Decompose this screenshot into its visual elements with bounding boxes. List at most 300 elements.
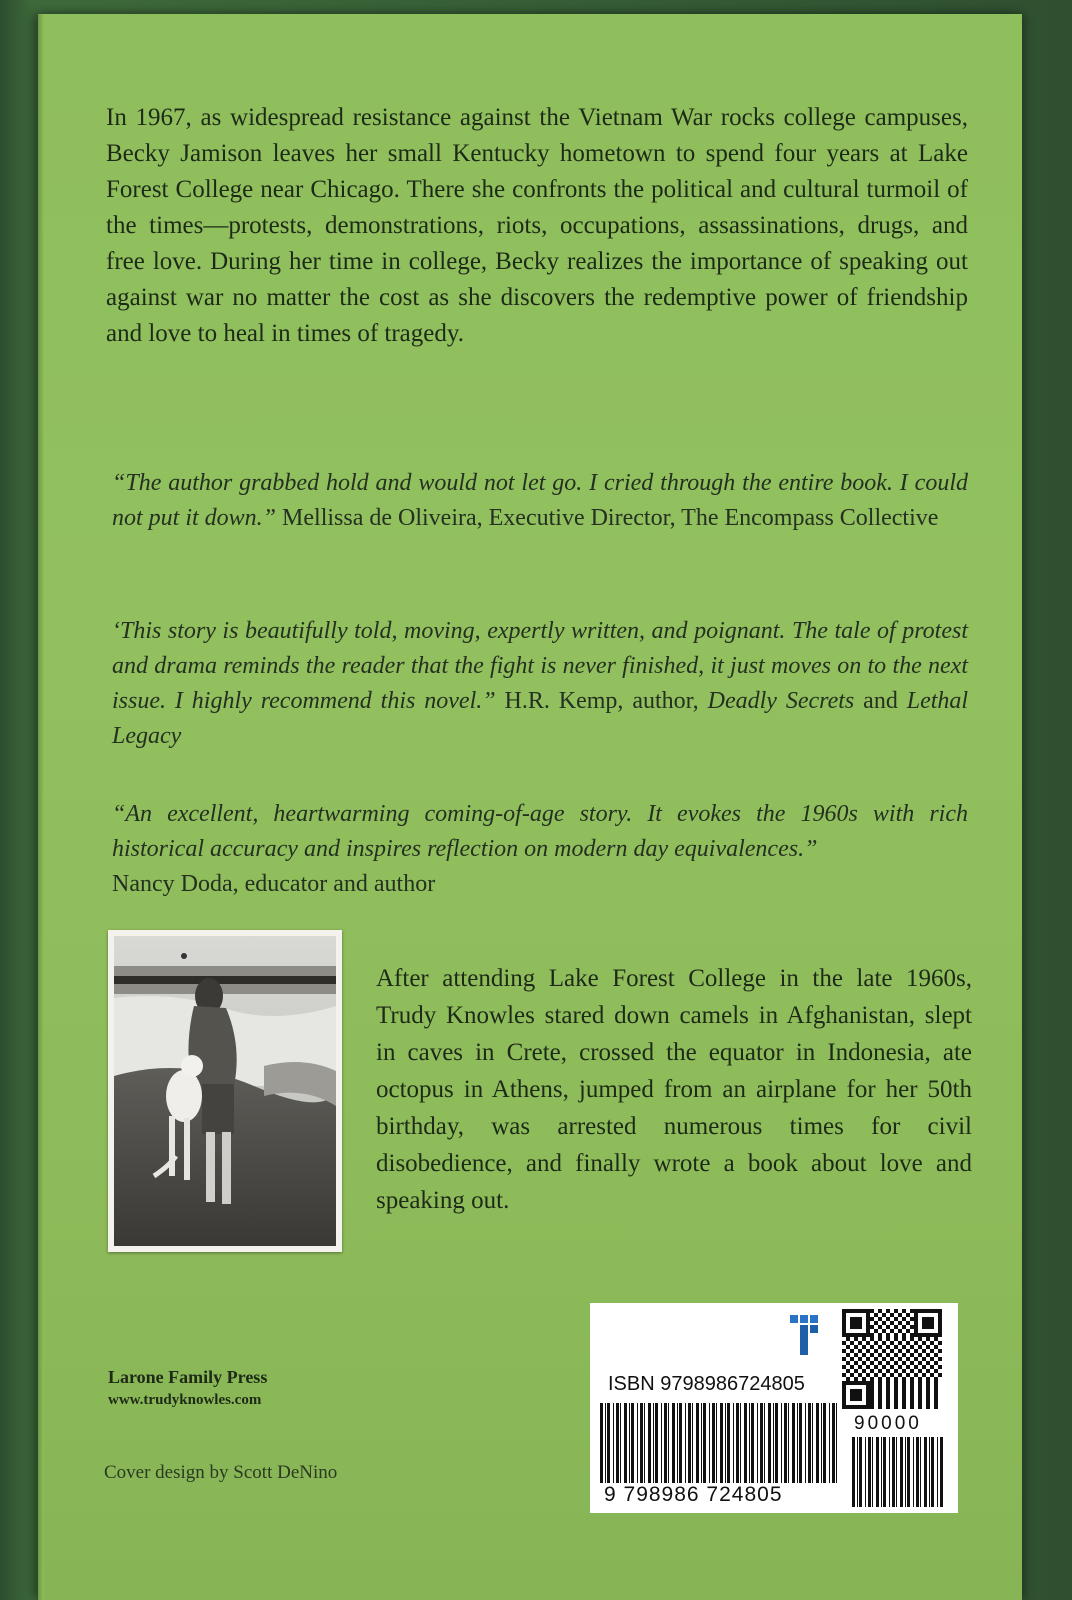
qr-module <box>894 1345 898 1349</box>
qr-module <box>910 1345 914 1349</box>
barcode-bar <box>637 1403 638 1483</box>
qr-module <box>918 1333 922 1337</box>
qr-module <box>858 1341 862 1345</box>
qr-module <box>934 1345 938 1349</box>
qr-module <box>898 1329 902 1333</box>
qr-module <box>902 1385 906 1389</box>
qr-module <box>902 1405 906 1409</box>
qr-module <box>938 1333 942 1337</box>
qr-module <box>934 1389 938 1393</box>
barcode-bar <box>607 1403 610 1483</box>
barcode-bar <box>808 1403 811 1483</box>
qr-module <box>914 1321 918 1325</box>
qr-module <box>842 1381 846 1385</box>
barcode-bar <box>931 1437 934 1507</box>
qr-module <box>866 1313 870 1317</box>
qr-module <box>870 1337 874 1341</box>
qr-module <box>918 1405 922 1409</box>
qr-module <box>894 1393 898 1397</box>
qr-module <box>938 1349 942 1353</box>
qr-module <box>846 1309 850 1313</box>
qr-module <box>938 1365 942 1369</box>
qr-module <box>886 1333 890 1337</box>
qr-module <box>930 1365 934 1369</box>
qr-module <box>854 1405 858 1409</box>
qr-module <box>902 1337 906 1341</box>
qr-module <box>866 1397 870 1401</box>
qr-module <box>870 1325 874 1329</box>
barcode-bar <box>832 1403 835 1483</box>
barcode-bar <box>924 1437 927 1507</box>
qr-module <box>874 1373 878 1377</box>
barcode-bar <box>720 1403 723 1483</box>
qr-module <box>894 1389 898 1393</box>
barcode-bar <box>679 1403 682 1483</box>
author-photo-image <box>114 936 336 1246</box>
qr-module <box>934 1333 938 1337</box>
barcode-bar <box>900 1437 903 1507</box>
barcode-bar <box>692 1403 693 1483</box>
qr-module <box>866 1357 870 1361</box>
qr-module <box>906 1321 910 1325</box>
qr-module <box>938 1373 942 1377</box>
barcode-bar <box>616 1403 619 1483</box>
qr-module <box>918 1353 922 1357</box>
qr-module <box>886 1317 890 1321</box>
cover-design-credit: Cover design by Scott DeNino <box>104 1462 338 1483</box>
qr-module <box>922 1333 926 1337</box>
qr-module <box>906 1341 910 1345</box>
barcode-bar <box>868 1437 871 1507</box>
qr-module <box>894 1381 898 1385</box>
publisher-name: Larone Family Press <box>108 1367 268 1387</box>
qr-module <box>870 1345 874 1349</box>
barcode-bar <box>696 1403 699 1483</box>
qr-module <box>850 1381 854 1385</box>
barcode-bar <box>829 1403 830 1483</box>
qr-module <box>878 1369 882 1373</box>
barcode-bar <box>816 1403 819 1483</box>
qr-module <box>842 1321 846 1325</box>
barcode-bar <box>857 1437 858 1507</box>
qr-module <box>870 1401 874 1405</box>
qr-module <box>858 1357 862 1361</box>
barcode-bar <box>668 1403 669 1483</box>
qr-module <box>894 1353 898 1357</box>
qr-module <box>926 1405 930 1409</box>
qr-module <box>862 1361 866 1365</box>
qr-module <box>926 1361 930 1365</box>
review-quote-1-text: “The author grabbed hold and would not let go. I cried through the entire book. I could not put it down.” <box>112 470 968 531</box>
qr-module <box>938 1325 942 1329</box>
qr-module <box>870 1317 874 1321</box>
barcode-bar <box>907 1437 910 1507</box>
qr-module <box>922 1373 926 1377</box>
barcode-bar <box>760 1403 763 1483</box>
barcode-bar <box>740 1403 741 1483</box>
qr-module <box>842 1357 846 1361</box>
qr-module <box>894 1337 898 1341</box>
qr-module <box>934 1369 938 1373</box>
book-blurb: In 1967, as widespread resistance against the Vietnam War rocks college campuses, Becky Jamison leaves her small Kentucky hometown to spend four years at Lake Forest College near Chicago. There she confronts the political and cultural turmoil of the times—protests, demonstrations, riots, occupations, assassinations, drugs, and free love. During her time in college, Becky realizes the importance of speaking out against war no matter the cost as she discovers the redemptive power of friendship and love to heal in times of tragedy. <box>106 104 968 347</box>
qr-module <box>870 1381 874 1385</box>
barcode-bar <box>701 1403 702 1483</box>
qr-module <box>910 1325 914 1329</box>
barcode-bar <box>620 1403 621 1483</box>
qr-module <box>854 1345 858 1349</box>
qr-module <box>938 1329 942 1333</box>
price-barcode-icon <box>852 1437 946 1507</box>
qr-module <box>870 1389 874 1393</box>
qr-module <box>886 1397 890 1401</box>
barcode-bar <box>613 1403 614 1483</box>
qr-module <box>926 1397 930 1401</box>
qr-module <box>886 1325 890 1329</box>
qr-module <box>850 1373 854 1377</box>
barcode-bar <box>872 1437 873 1507</box>
barcode-bar <box>937 1437 938 1507</box>
qr-module <box>854 1397 858 1401</box>
barcode-bar <box>792 1403 795 1483</box>
qr-module <box>902 1381 906 1385</box>
qr-module <box>926 1317 930 1321</box>
qr-module <box>902 1369 906 1373</box>
barcode-bar <box>876 1437 879 1507</box>
qr-module <box>938 1321 942 1325</box>
qr-module <box>890 1365 894 1369</box>
qr-module <box>906 1313 910 1317</box>
qr-module <box>914 1349 918 1353</box>
barcode-bar <box>812 1403 813 1483</box>
qr-module <box>926 1345 930 1349</box>
barcode-bar <box>661 1403 662 1483</box>
qr-module <box>878 1385 882 1389</box>
barcode-bar <box>648 1403 651 1483</box>
qr-module <box>910 1397 914 1401</box>
qr-module <box>894 1317 898 1321</box>
qr-module <box>858 1349 862 1353</box>
qr-module <box>914 1317 918 1321</box>
barcode-bar <box>784 1403 787 1483</box>
barcode-bar <box>865 1437 866 1507</box>
qr-module <box>866 1321 870 1325</box>
qr-module <box>894 1401 898 1405</box>
qr-module <box>866 1349 870 1353</box>
barcode-bar <box>672 1403 675 1483</box>
qr-module <box>858 1309 862 1313</box>
qr-module <box>922 1321 926 1325</box>
review-quote-3-text: “An excellent, heartwarming coming-of-age story. It evokes the 1960s with rich historical accuracy and inspires reflection on modern day equivalences.” <box>112 801 968 862</box>
qr-module <box>886 1401 890 1405</box>
review-quote-2-conjunction: and <box>863 688 898 714</box>
barcode-bar <box>896 1437 897 1507</box>
review-quote-2-attribution: H.R. Kemp, author, <box>504 688 699 714</box>
barcode-bar <box>916 1437 919 1507</box>
review-quote-3 <box>112 797 968 902</box>
qr-module <box>878 1361 882 1365</box>
qr-module <box>878 1377 882 1381</box>
qr-module <box>930 1321 934 1325</box>
qr-module <box>842 1317 846 1321</box>
qr-module <box>850 1325 854 1329</box>
qr-module <box>866 1341 870 1345</box>
qr-module <box>846 1405 850 1409</box>
qr-module <box>894 1325 898 1329</box>
qr-module <box>922 1365 926 1369</box>
author-website: www.trudyknowles.com <box>108 1392 262 1408</box>
qr-module <box>874 1321 878 1325</box>
qr-module <box>866 1365 870 1369</box>
qr-module <box>930 1317 934 1321</box>
qr-module <box>866 1401 870 1405</box>
qr-module <box>874 1349 878 1353</box>
qr-module <box>866 1309 870 1313</box>
qr-module <box>878 1393 882 1397</box>
qr-module <box>930 1357 934 1361</box>
qr-module <box>850 1393 854 1397</box>
qr-module <box>890 1357 894 1361</box>
qr-module <box>878 1405 882 1409</box>
qr-module <box>842 1405 846 1409</box>
qr-module <box>902 1317 906 1321</box>
qr-module <box>842 1333 846 1337</box>
qr-module <box>902 1389 906 1393</box>
qr-module <box>882 1349 886 1353</box>
qr-module <box>870 1385 874 1389</box>
qr-module <box>882 1365 886 1369</box>
qr-module <box>918 1381 922 1385</box>
qr-module <box>926 1353 930 1357</box>
isbn-label: ISBN 9798986724805 <box>608 1373 805 1395</box>
barcode-bar <box>905 1437 906 1507</box>
qr-module <box>842 1393 846 1397</box>
qr-module <box>894 1361 898 1365</box>
qr-module <box>930 1333 934 1337</box>
barcode-bar <box>653 1403 654 1483</box>
qr-module <box>858 1325 862 1329</box>
qr-module <box>938 1309 942 1313</box>
qr-module <box>926 1321 930 1325</box>
qr-module <box>854 1377 858 1381</box>
qr-module <box>870 1333 874 1337</box>
qr-module <box>862 1345 866 1349</box>
qr-module <box>858 1317 862 1321</box>
barcode-bar <box>881 1437 882 1507</box>
qr-module <box>846 1345 850 1349</box>
qr-module <box>922 1341 926 1345</box>
barcode-bar <box>920 1437 921 1507</box>
qr-module <box>890 1341 894 1345</box>
qr-module <box>898 1321 902 1325</box>
qr-module <box>842 1325 846 1329</box>
qr-module <box>882 1313 886 1317</box>
qr-module <box>886 1345 890 1349</box>
qr-module <box>874 1357 878 1361</box>
qr-module <box>894 1333 898 1337</box>
qr-module <box>894 1405 898 1409</box>
qr-module <box>886 1369 890 1373</box>
qr-module <box>922 1309 926 1313</box>
qr-module <box>854 1337 858 1341</box>
qr-module <box>878 1401 882 1405</box>
qr-module <box>850 1349 854 1353</box>
qr-module <box>898 1349 902 1353</box>
barcode-bar <box>940 1437 943 1507</box>
qr-module <box>930 1309 934 1313</box>
qr-module <box>934 1381 938 1385</box>
qr-module <box>850 1333 854 1337</box>
barcode-bar <box>725 1403 726 1483</box>
qr-module <box>902 1333 906 1337</box>
qr-module <box>922 1325 926 1329</box>
barcode-bar <box>605 1403 606 1483</box>
qr-module <box>918 1337 922 1341</box>
qr-module <box>898 1313 902 1317</box>
qr-module <box>914 1365 918 1369</box>
qr-module <box>890 1313 894 1317</box>
qr-module <box>886 1385 890 1389</box>
qr-module <box>850 1357 854 1361</box>
qr-module <box>870 1377 874 1381</box>
qr-module <box>878 1337 882 1341</box>
qr-module <box>858 1321 862 1325</box>
barcode-bar <box>889 1437 890 1507</box>
ean-barcode-icon <box>600 1403 840 1485</box>
qr-module <box>866 1317 870 1321</box>
barcode-bar <box>751 1403 754 1483</box>
qr-module <box>882 1321 886 1325</box>
qr-module <box>854 1369 858 1373</box>
qr-module <box>866 1405 870 1409</box>
qr-module <box>894 1369 898 1373</box>
qr-module <box>934 1353 938 1357</box>
author-photo <box>108 930 342 1252</box>
qr-module <box>910 1385 914 1389</box>
qr-module <box>854 1361 858 1365</box>
qr-module <box>870 1393 874 1397</box>
qr-module <box>902 1345 906 1349</box>
qr-module <box>910 1361 914 1365</box>
qr-module <box>862 1381 866 1385</box>
barcode-bar <box>883 1437 886 1507</box>
qr-module <box>886 1361 890 1365</box>
barcode-bar <box>764 1403 765 1483</box>
qr-module <box>862 1309 866 1313</box>
qr-module <box>886 1337 890 1341</box>
qr-module <box>914 1341 918 1345</box>
barcode-bar <box>733 1403 734 1483</box>
qr-module <box>846 1353 850 1357</box>
qr-module <box>902 1401 906 1405</box>
qr-module <box>906 1365 910 1369</box>
qr-module <box>894 1309 898 1313</box>
qr-module <box>914 1333 918 1337</box>
qr-module <box>926 1377 930 1381</box>
qr-module <box>918 1345 922 1349</box>
qr-module <box>902 1361 906 1365</box>
qr-module <box>910 1393 914 1397</box>
qr-module <box>878 1381 882 1385</box>
barcode-bar <box>913 1437 914 1507</box>
qr-module <box>874 1313 878 1317</box>
barcode-bar <box>768 1403 771 1483</box>
barcode-bar <box>852 1437 855 1507</box>
barcode-label <box>590 1303 958 1513</box>
qr-module <box>850 1317 854 1321</box>
qr-module <box>842 1313 846 1317</box>
qr-module <box>862 1353 866 1357</box>
qr-module <box>886 1389 890 1393</box>
qr-module <box>870 1397 874 1401</box>
barcode-bar <box>799 1403 802 1483</box>
qr-module <box>858 1393 862 1397</box>
qr-module <box>902 1325 906 1329</box>
qr-module <box>926 1381 930 1385</box>
qr-module <box>842 1397 846 1401</box>
qr-module <box>870 1361 874 1365</box>
barcode-bar <box>624 1403 627 1483</box>
review-quote-2-text: ‘This story is beautifully told, moving, expertly written, and poignant. The tale of protest and drama reminds the reader that the fight is never finished, it just moves on to the next issue. I highly recommend this novel.” <box>112 618 968 714</box>
qr-module <box>846 1377 850 1381</box>
qr-module <box>842 1401 846 1405</box>
qr-module <box>866 1329 870 1333</box>
qr-module <box>846 1381 850 1385</box>
qr-module <box>858 1405 862 1409</box>
qr-module <box>866 1325 870 1329</box>
qr-module <box>886 1309 890 1313</box>
barcode-bar <box>727 1403 730 1483</box>
qr-module <box>866 1393 870 1397</box>
qr-module <box>850 1405 854 1409</box>
qr-module <box>886 1393 890 1397</box>
qr-module <box>854 1333 858 1337</box>
qr-module <box>850 1389 854 1393</box>
author-bio: After attending Lake Forest College in the late 1960s, Trudy Knowles stared down camels in Afghanistan, slept in caves in Crete, crossed the equator in Indonesia, ate octopus in Athens, jumped from an airplane for her 50th birthday, was arrested numerous times for civil disobedience, and finally wrote a book about love and speaking out. <box>376 965 972 1214</box>
qr-module <box>862 1333 866 1337</box>
barcode-bar <box>797 1403 798 1483</box>
qr-module <box>842 1329 846 1333</box>
qr-module <box>854 1325 858 1329</box>
price-code: 90000 <box>854 1413 922 1434</box>
barcode-bar <box>823 1403 826 1483</box>
qr-module <box>918 1369 922 1373</box>
qr-module <box>878 1317 882 1321</box>
qr-module <box>914 1309 918 1313</box>
qr-module <box>854 1353 858 1357</box>
qr-module <box>866 1333 870 1337</box>
qr-module <box>874 1341 878 1345</box>
qr-module <box>870 1353 874 1357</box>
qr-module <box>858 1397 862 1401</box>
qr-module <box>882 1357 886 1361</box>
qr-module <box>858 1333 862 1337</box>
barcode-bar <box>744 1403 747 1483</box>
barcode-bar <box>709 1403 710 1483</box>
review-quote-1 <box>112 466 968 536</box>
barcode-bar <box>892 1437 895 1507</box>
qr-module <box>846 1333 850 1337</box>
barcode-bar <box>775 1403 778 1483</box>
qr-module <box>886 1353 890 1357</box>
qr-module <box>914 1313 918 1317</box>
qr-module <box>938 1317 942 1321</box>
qr-module <box>930 1373 934 1377</box>
qr-module <box>890 1321 894 1325</box>
qr-module <box>858 1381 862 1385</box>
qr-module <box>878 1389 882 1393</box>
qr-module <box>846 1361 850 1365</box>
qr-module <box>926 1369 930 1373</box>
